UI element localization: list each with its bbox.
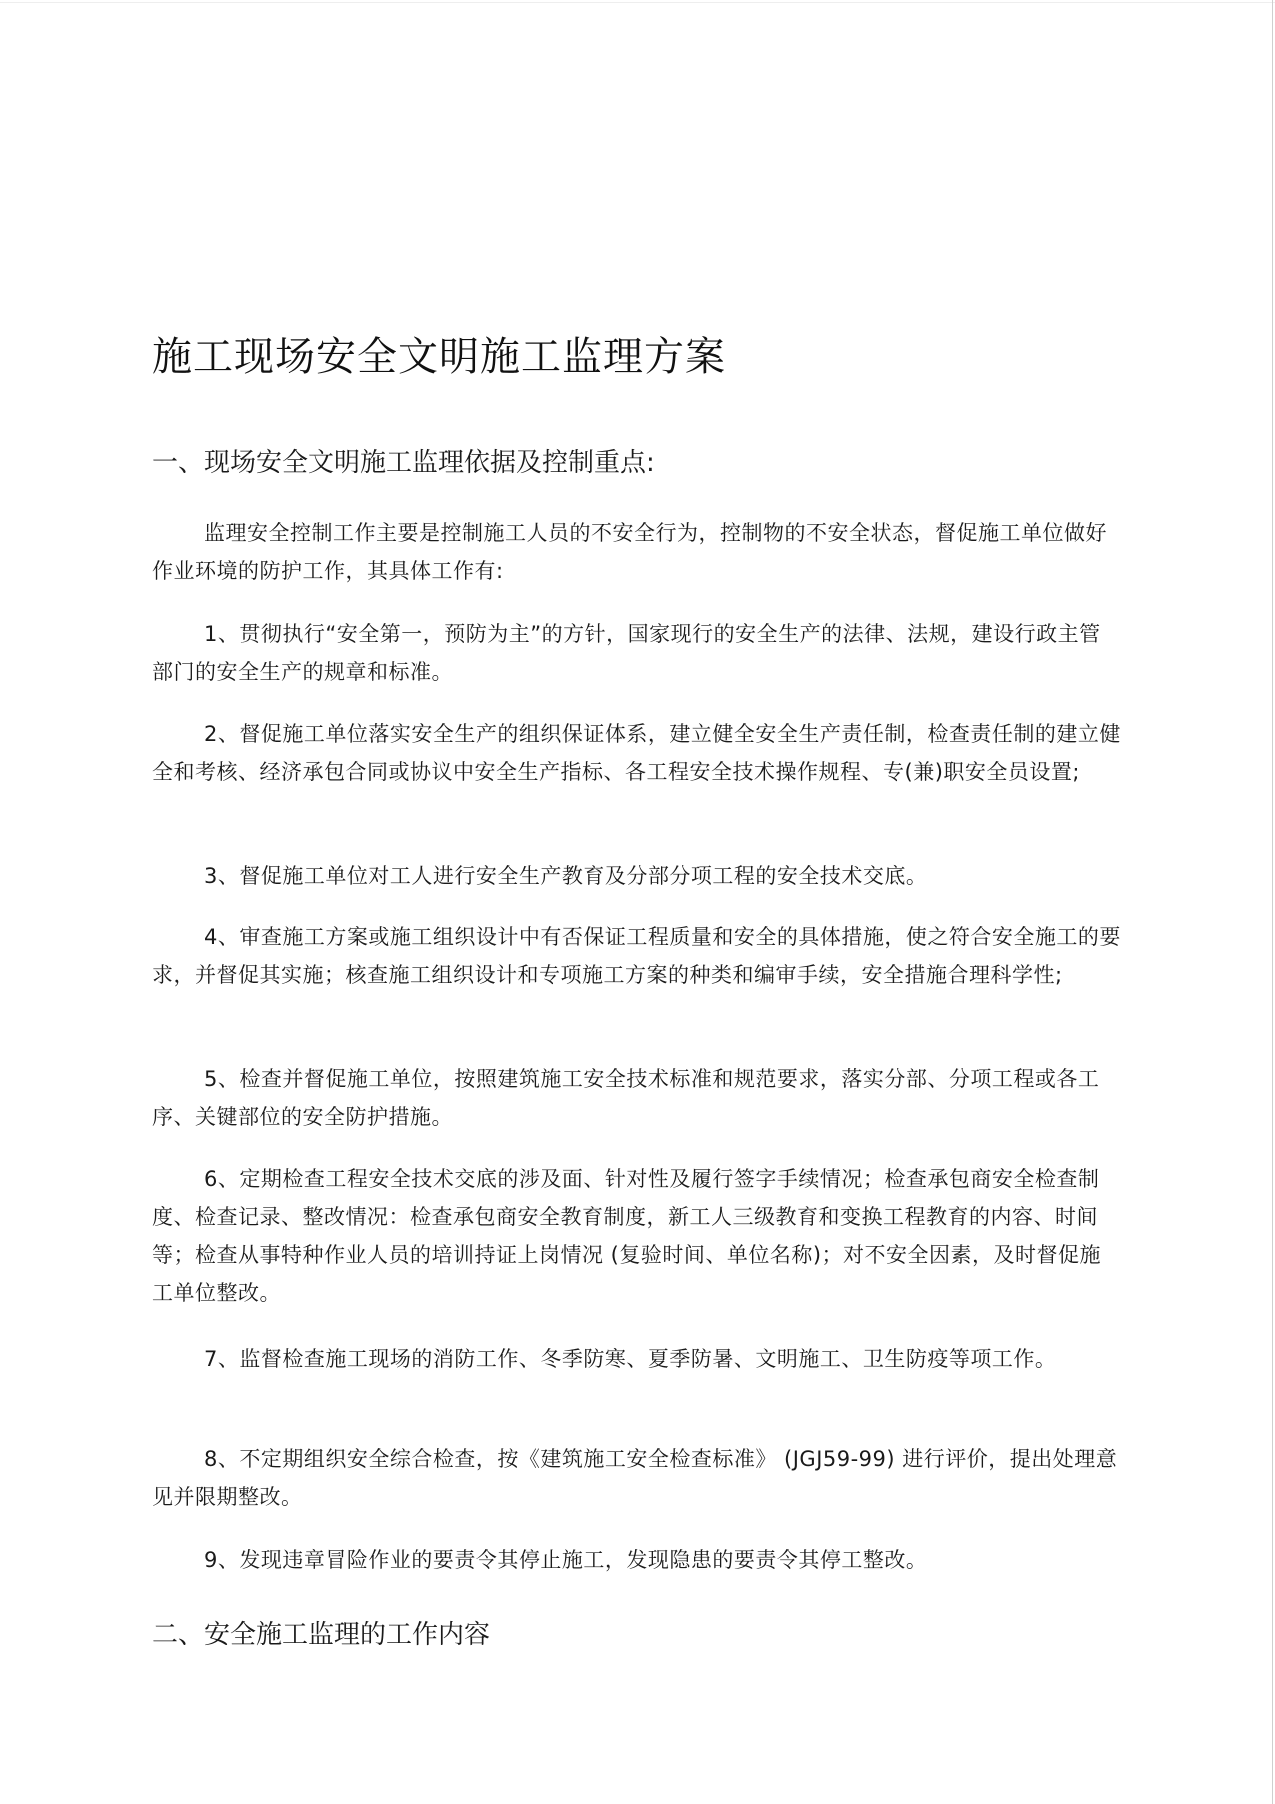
list-item-4: 4、审查施工方案或施工组织设计中有否保证工程质量和安全的具体措施，使之符合安全施工的要求，并督促其实施；核查施工组织设计和专项施工方案的种类和编审手续，安全措施合理科学性;	[152, 925, 1121, 987]
list-item-8: 8、不定期组织安全综合检查，按《建筑施工安全检查标准》 (JGJ59-99) 进行评价，提出处理意见并限期整改。	[152, 1447, 1118, 1509]
list-item-7: 7、监督检查施工现场的消防工作、冬季防寒、夏季防暑、文明施工、卫生防疫等项工作。	[204, 1347, 1057, 1371]
section-heading-1: 一、现场安全文明施工监理依据及控制重点:	[152, 448, 655, 478]
document-title: 施工现场安全文明施工监理方案	[152, 334, 726, 380]
list-item-2: 2、督促施工单位落实安全生产的组织保证体系，建立健全安全生产责任制，检查责任制的建立健全和考核、经济承包合同或协议中安全生产指标、各工程安全技术操作规程、专(兼)职安全员设置;	[152, 722, 1121, 784]
page-top-edge	[0, 2, 1275, 3]
list-item-3: 3、督促施工单位对工人进行安全生产教育及分部分项工程的安全技术交底。	[204, 864, 928, 888]
list-item-1: 1、贯彻执行“安全第一，预防为主”的方针，国家现行的安全生产的法律、法规，建设行政主管部门的安全生产的规章和标准。	[152, 622, 1101, 684]
intro-paragraph: 监理安全控制工作主要是控制施工人员的不安全行为，控制物的不安全状态，督促施工单位做好作业环境的防护工作，其具体工作有:	[152, 521, 1107, 583]
page-right-edge	[1272, 0, 1273, 1804]
list-item-5: 5、检查并督促施工单位，按照建筑施工安全技术标准和规范要求，落实分部、分项工程或各工序、关键部位的安全防护措施。	[152, 1067, 1100, 1129]
section-heading-2: 二、安全施工监理的工作内容	[152, 1620, 491, 1650]
list-item-9: 9、发现违章冒险作业的要责令其停止施工，发现隐患的要责令其停工整改。	[204, 1548, 928, 1572]
list-item-6: 6、定期检查工程安全技术交底的涉及面、针对性及履行签字手续情况；检查承包商安全检查制度、检查记录、整改情况：检查承包商安全教育制度，新工人三级教育和变换工程教育的内容、时间等；检查从事特种作业人员的培训持证上岗情况 (复验时间、单位名称)；对不安全因素，及时督促施工单位整改。	[152, 1167, 1102, 1305]
